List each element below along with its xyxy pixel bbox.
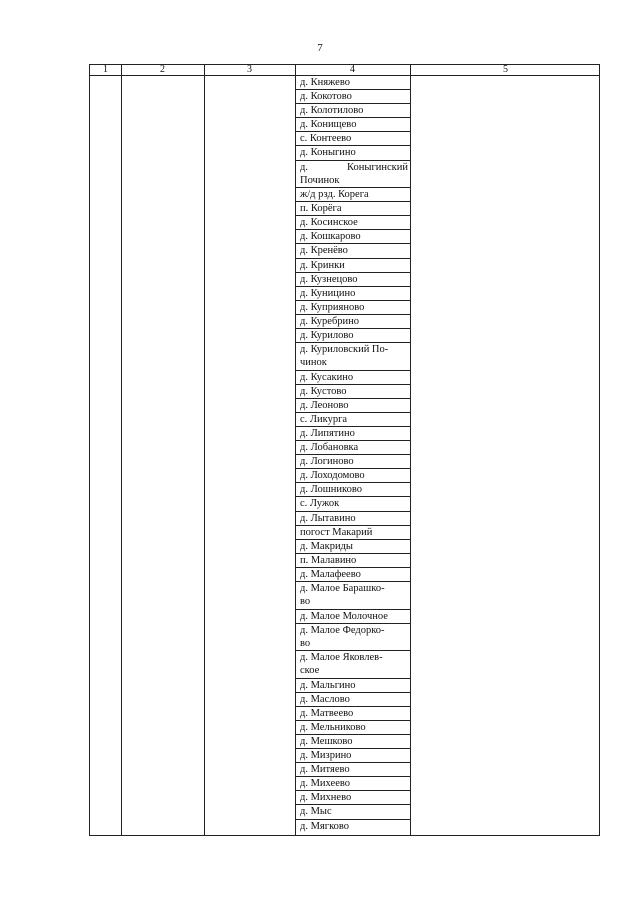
settlement-name: д. Кусакино [300,371,354,383]
settlement-cell [295,161,410,189]
settlement-cell [295,735,410,749]
settlement-cell [295,259,410,273]
column-header-4: 4 [350,64,355,75]
settlement-cell [295,805,410,819]
settlement-cell [295,763,410,777]
settlement-cell [295,483,410,497]
settlement-name: п. Малавино [300,554,357,566]
settlement-name: с. Контеево [300,133,352,145]
settlement-cell [295,582,410,610]
settlement-cell [295,399,410,413]
settlement-name: д. Малое Барашко- [300,583,385,594]
settlement-name: д. Маслово [300,693,350,705]
settlement-cell [295,216,410,230]
settlement-name: д. Леоново [300,399,349,411]
settlement-cell [295,315,410,329]
settlement-cell [295,427,410,441]
settlement-cell [295,540,410,554]
settlement-name: д. Кринки [300,259,345,271]
settlement-cell [295,610,410,624]
settlement-cell [295,301,410,315]
settlement-cell [295,287,410,301]
settlement-cell [295,749,410,763]
settlement-cell [295,230,410,244]
settlement-cell [295,146,410,160]
page-number: 7 [317,42,323,54]
settlement-cell [295,202,410,216]
settlement-cell [295,526,410,540]
settlement-name: Коныгинский [347,161,408,173]
settlement-cell [295,497,410,511]
settlement-name: д. Михнево [300,792,352,804]
settlement-name: д. Мягково [300,820,350,832]
settlement-name: д. Лобановка [300,442,359,454]
settlement-cell [295,371,410,385]
settlement-cell [295,244,410,258]
settlement-name: д. Логиново [300,456,354,468]
settlement-cell [295,413,410,427]
settlement-name: с. Ликурга [300,413,348,425]
settlement-name: д. Малое Федорко- [300,624,385,636]
column-header-5: 5 [503,64,508,75]
settlement-name: д. Мальгино [300,679,356,691]
column-divider [410,65,411,835]
settlement-name: д. Липятино [300,427,355,439]
settlement-cell [295,791,410,805]
settlement-prefix: д. [300,161,308,173]
column-header-2: 2 [160,64,165,75]
settlement-cell [295,568,410,582]
settlement-cell [295,273,410,287]
settlement-cell [295,329,410,343]
settlement-name-continuation: во [300,637,311,649]
settlement-cell [295,132,410,146]
settlement-name-continuation: во [300,596,311,607]
settlement-name: д. Куприяново [300,301,365,313]
settlement-cell [295,721,410,735]
settlement-name: д. Лытавино [300,512,356,524]
column-header-1: 1 [103,64,108,75]
settlement-name: д. Кустово [300,385,347,397]
settlement-cell [295,624,410,652]
settlement-name: д. Кузнецово [300,273,358,285]
settlement-name: д. Михеево [300,778,350,790]
settlement-name-continuation: Починок [300,174,340,186]
settlement-cell [295,651,410,679]
settlement-name: д. Мыс [300,806,332,818]
settlement-name: д. Малафеево [300,568,361,580]
settlement-cell [295,469,410,483]
settlement-name: д. Кошкарово [300,231,361,243]
settlement-name: д. Мельниково [300,721,366,733]
settlement-name: д. Малое Молочное [300,610,388,622]
settlement-cell [295,343,410,371]
settlement-name: с. Лужок [300,498,340,510]
settlement-cell [295,76,410,90]
settlement-name: д. Макриды [300,540,353,552]
settlement-cell [295,385,410,399]
settlement-name: п. Корёга [300,203,342,215]
settlement-name: д. Лоходомово [300,470,365,482]
settlement-name: д. Митяево [300,764,350,776]
settlement-name: д. Мешково [300,735,353,747]
settlement-name: д. Кокотово [300,91,352,103]
settlement-name: д. Куребрино [300,315,360,327]
settlement-cell [295,512,410,526]
settlement-name: д. Малое Яковлев- [300,652,383,664]
settlement-name: д. Косинское [300,217,358,229]
settlement-name: д. Княжево [300,77,350,88]
settlement-cell [295,188,410,202]
settlement-name: д. Мизрино [300,750,352,762]
settlement-name: д. Куриловский По- [300,344,389,356]
column-header-3: 3 [247,64,252,75]
settlement-name: д. Матвеево [300,707,354,719]
settlement-name: д. Конищево [300,119,357,131]
column-divider [121,65,122,835]
settlement-cell [295,118,410,132]
settlement-cell [295,820,410,834]
settlement-cell [295,455,410,469]
column-divider [204,65,205,835]
settlement-name: д. Лошниково [300,484,362,496]
settlement-name-continuation: ское [300,665,320,677]
settlement-name: д. Курилово [300,330,354,341]
settlement-cell [295,90,410,104]
settlement-cell [295,441,410,455]
settlement-cell [295,707,410,721]
settlement-name: д. Кренёво [300,245,348,257]
settlement-cell [295,693,410,707]
table-header-row [90,65,599,76]
settlement-name: погост Макарий [300,526,373,538]
settlement-name: д. Коныгино [300,147,356,159]
settlement-cell [295,679,410,693]
settlement-cell [295,554,410,568]
settlement-name-continuation: чинок [300,357,327,369]
settlement-name: ж/д рзд. Корега [300,189,369,201]
settlements-column [295,76,410,834]
settlement-name: д. Колотилово [300,105,364,117]
settlement-cell [295,777,410,791]
settlement-cell [295,104,410,118]
settlements-table [89,64,600,836]
settlement-name: д. Куницино [300,287,356,299]
